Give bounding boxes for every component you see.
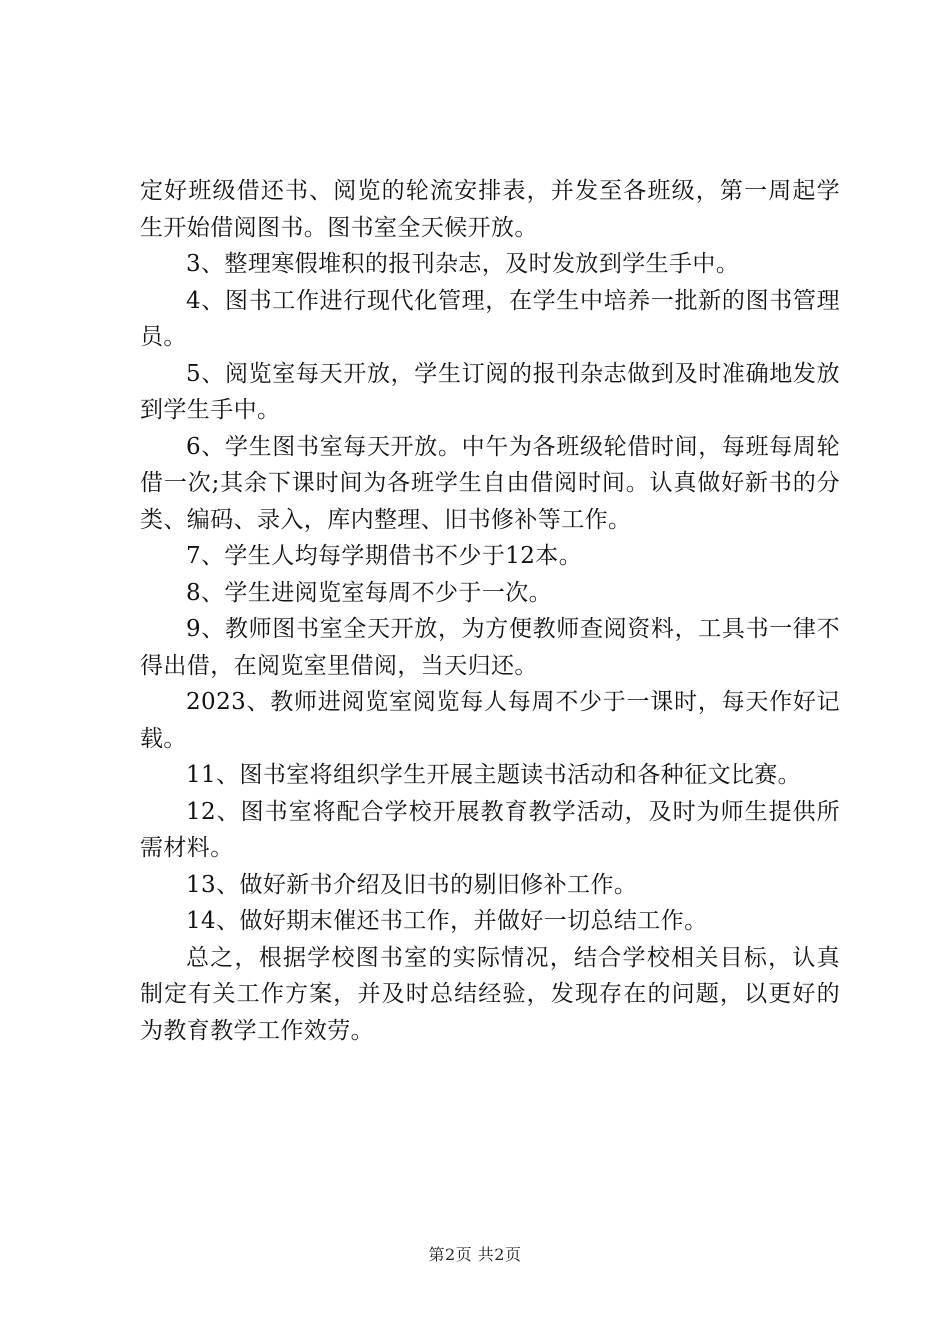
document-body <box>140 173 840 1049</box>
paragraph: 4、图书工作进行现代化管理，在学生中培养一批新的图书管理员。 <box>140 287 840 350</box>
paragraph: 11、图书室将组织学生开展主题读书活动和各种征文比赛。 <box>186 762 802 788</box>
paragraph: 13、做好新书介绍及旧书的剔旧修补工作。 <box>186 871 638 898</box>
paragraph: 14、做好期末催还书工作，并做好一切总结工作。 <box>186 908 708 934</box>
paragraph: 2023、教师进阅览室阅览每人每周不少于一课时，每天作好记载。 <box>140 689 840 752</box>
paragraph: 9、教师图书室全天开放，为方便教师查阅资料，工具书一律不得出借，在阅览室里借阅，当天归还。 <box>140 616 840 679</box>
paragraph: 5、阅览室每天开放，学生订阅的报刊杂志做到及时准确地发放到学生手中。 <box>140 360 840 423</box>
paragraph: 6、学生图书室每天开放。中午为各班级轮借时间，每班每周轮借一次;其余下课时间为各班学生自由借阅时间。认真做好新书的分类、编码、录入，库内整理、旧书修补等工作。 <box>140 433 840 533</box>
paragraph: 7、学生人均每学期借书不少于12本。 <box>186 543 583 569</box>
page-number-footer: 第2页 共2页 <box>428 1245 522 1264</box>
paragraph: 8、学生进阅览室每周不少于一次。 <box>186 579 553 606</box>
paragraph: 3、整理寒假堆积的报刊杂志，及时发放到学生手中。 <box>186 251 740 277</box>
paragraph: 12、图书室将配合学校开展教育教学活动，及时为师生提供所需材料。 <box>140 798 840 861</box>
paragraph: 定好班级借还书、阅览的轮流安排表，并发至各班级，第一周起学生开始借阅图书。图书室全天候开放。 <box>140 178 840 241</box>
paragraph: 总之，根据学校图书室的实际情况，结合学校相关目标，认真制定有关工作方案，并及时总结经验，发现存在的问题，以更好的为教育教学工作效劳。 <box>140 944 840 1044</box>
